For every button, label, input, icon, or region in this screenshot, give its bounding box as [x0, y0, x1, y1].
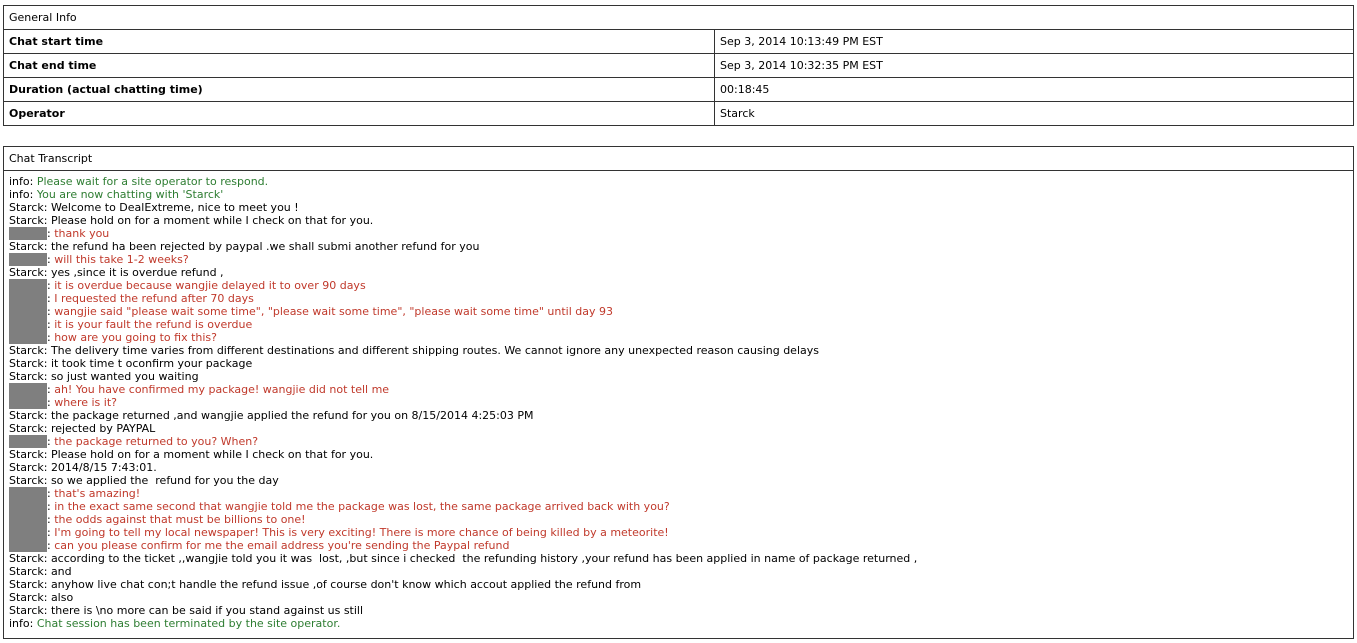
message-text: how are you going to fix this? — [54, 331, 217, 344]
message-text: 2014/8/15 7:43:01. — [50, 461, 157, 474]
transcript-line — [9, 357, 1353, 370]
speaker-label: Starck: — [9, 422, 51, 435]
transcript-line — [9, 240, 1353, 253]
message-text: it is your fault the refund is overdue — [54, 318, 253, 331]
speaker-label: : — [47, 526, 55, 539]
transcript-line — [9, 604, 1353, 617]
speaker-label: : — [47, 305, 55, 318]
message-text: yes ,since it is overdue refund , — [50, 266, 224, 279]
message-text: according to the ticket ,,wangjie told you it was lost, ,but since i checked the refunding history ,your refund has been applied in name of package returned , — [50, 552, 918, 565]
info-value: Starck — [715, 102, 1354, 126]
speaker-label: Starck: — [9, 474, 51, 487]
speaker-label: Starck: — [9, 240, 51, 253]
speaker-label: : — [47, 539, 55, 552]
chat-transcript-body — [4, 171, 1353, 630]
speaker-label: : — [47, 435, 55, 448]
redacted-name-block — [9, 487, 47, 500]
info-row-duration — [4, 78, 1354, 102]
message-text: can you please confirm for me the email address you're sending the Paypal refund — [54, 539, 510, 552]
redacted-name-block — [9, 383, 47, 396]
chat-transcript-panel — [3, 146, 1354, 639]
message-text: will this take 1-2 weeks? — [54, 253, 189, 266]
message-text: also — [50, 591, 74, 604]
transcript-line — [9, 292, 1353, 305]
transcript-line — [9, 513, 1353, 526]
info-row-start-time — [4, 30, 1354, 54]
transcript-line — [9, 461, 1353, 474]
message-text: so we applied the refund for you the day — [50, 474, 279, 487]
info-key: Operator — [4, 102, 715, 126]
speaker-label: Starck: — [9, 552, 51, 565]
redacted-name-block — [9, 318, 47, 331]
redacted-name-block — [9, 396, 47, 409]
message-text: thank you — [54, 227, 110, 240]
transcript-line — [9, 591, 1353, 604]
message-text: the package returned ,and wangjie applied the refund for you on 8/15/2014 4:25:03 PM — [50, 409, 534, 422]
chat-transcript-header: Chat Transcript — [4, 147, 1353, 171]
speaker-label: : — [47, 292, 55, 305]
message-text: and — [50, 565, 72, 578]
speaker-label: : — [47, 279, 55, 292]
info-key: Chat end time — [4, 54, 715, 78]
speaker-label: : — [47, 500, 55, 513]
speaker-label: : — [47, 227, 55, 240]
message-text: The delivery time varies from different destinations and different shipping routes. We cannot ignore any unexpected reason causing delays — [50, 344, 819, 357]
transcript-line — [9, 279, 1353, 292]
transcript-line — [9, 214, 1353, 227]
transcript-line — [9, 539, 1353, 552]
message-text: where is it? — [54, 396, 117, 409]
info-value: Sep 3, 2014 10:13:49 PM EST — [715, 30, 1354, 54]
info-row-end-time — [4, 54, 1354, 78]
transcript-line — [9, 552, 1353, 565]
redacted-name-block — [9, 253, 47, 266]
message-text: Chat session has been terminated by the site operator. — [36, 617, 341, 630]
speaker-label: : — [47, 513, 55, 526]
info-key: Chat start time — [4, 30, 715, 54]
message-text: the package returned to you? When? — [54, 435, 259, 448]
transcript-line — [9, 409, 1353, 422]
transcript-line — [9, 201, 1353, 214]
transcript-line — [9, 474, 1353, 487]
transcript-line — [9, 500, 1353, 513]
redacted-name-block — [9, 279, 47, 292]
transcript-line — [9, 487, 1353, 500]
info-row-operator — [4, 102, 1354, 126]
speaker-label: Starck: — [9, 266, 51, 279]
speaker-label: Starck: — [9, 604, 51, 617]
transcript-line — [9, 188, 1353, 201]
speaker-label: Starck: — [9, 357, 51, 370]
general-info-header: General Info — [4, 6, 1354, 30]
transcript-line — [9, 383, 1353, 396]
transcript-line — [9, 422, 1353, 435]
message-text: ah! You have confirmed my package! wangjie did not tell me — [54, 383, 390, 396]
redacted-name-block — [9, 513, 47, 526]
transcript-line — [9, 305, 1353, 318]
info-value: Sep 3, 2014 10:32:35 PM EST — [715, 54, 1354, 78]
transcript-line — [9, 435, 1353, 448]
speaker-label: Starck: — [9, 591, 51, 604]
info-key: Duration (actual chatting time) — [4, 78, 715, 102]
message-text: there is \no more can be said if you stand against us still — [50, 604, 364, 617]
transcript-line — [9, 578, 1353, 591]
transcript-line — [9, 526, 1353, 539]
transcript-line — [9, 318, 1353, 331]
transcript-line — [9, 370, 1353, 383]
message-text: You are now chatting with 'Starck' — [36, 188, 224, 201]
speaker-label: : — [47, 331, 55, 344]
general-info-table — [3, 5, 1354, 126]
message-text: so just wanted you waiting — [50, 370, 199, 383]
speaker-label: Starck: — [9, 370, 51, 383]
speaker-label: info: — [9, 188, 37, 201]
transcript-line — [9, 175, 1353, 188]
message-text: wangjie said "please wait some time", "please wait some time", "please wait some time" until day 93 — [54, 305, 614, 318]
message-text: the refund ha been rejected by paypal .we shall submi another refund for you — [50, 240, 480, 253]
speaker-label: Starck: — [9, 448, 51, 461]
transcript-line — [9, 565, 1353, 578]
message-text: that's amazing! — [54, 487, 141, 500]
transcript-line — [9, 266, 1353, 279]
speaker-label: Starck: — [9, 409, 51, 422]
redacted-name-block — [9, 305, 47, 318]
redacted-name-block — [9, 292, 47, 305]
redacted-name-block — [9, 526, 47, 539]
speaker-label: Starck: — [9, 565, 51, 578]
message-text: I'm going to tell my local newspaper! This is very exciting! There is more chance of being killed by a meteorite! — [54, 526, 669, 539]
redacted-name-block — [9, 500, 47, 513]
redacted-name-block — [9, 539, 47, 552]
transcript-line — [9, 331, 1353, 344]
message-text: anyhow live chat con;t handle the refund issue ,of course don't know which accout applied the refund from — [50, 578, 642, 591]
general-info-header-row — [4, 6, 1354, 30]
transcript-line — [9, 227, 1353, 240]
transcript-line — [9, 344, 1353, 357]
transcript-line — [9, 396, 1353, 409]
speaker-label: Starck: — [9, 578, 51, 591]
redacted-name-block — [9, 227, 47, 240]
message-text: in the exact same second that wangjie told me the package was lost, the same package arrived back with you? — [54, 500, 670, 513]
message-text: Welcome to DealExtreme, nice to meet you ! — [50, 201, 299, 214]
message-text: it took time t oconfirm your package — [50, 357, 253, 370]
message-text: I requested the refund after 70 days — [54, 292, 254, 305]
message-text: rejected by PAYPAL — [50, 422, 156, 435]
speaker-label: Starck: — [9, 461, 51, 474]
speaker-label: : — [47, 318, 55, 331]
speaker-label: Starck: — [9, 344, 51, 357]
speaker-label: info: — [9, 175, 37, 188]
info-value: 00:18:45 — [715, 78, 1354, 102]
redacted-name-block — [9, 435, 47, 448]
speaker-label: info: — [9, 617, 37, 630]
transcript-line — [9, 253, 1353, 266]
message-text: it is overdue because wangjie delayed it to over 90 days — [54, 279, 366, 292]
redacted-name-block — [9, 331, 47, 344]
speaker-label: : — [47, 253, 55, 266]
message-text: Please hold on for a moment while I check on that for you. — [50, 448, 374, 461]
speaker-label: : — [47, 383, 55, 396]
speaker-label: Starck: — [9, 201, 51, 214]
message-text: Please wait for a site operator to respond. — [36, 175, 269, 188]
transcript-line — [9, 617, 1353, 630]
speaker-label: : — [47, 396, 55, 409]
speaker-label: : — [47, 487, 55, 500]
speaker-label: Starck: — [9, 214, 51, 227]
transcript-line — [9, 448, 1353, 461]
message-text: Please hold on for a moment while I check on that for you. — [50, 214, 374, 227]
message-text: the odds against that must be billions to one! — [54, 513, 306, 526]
